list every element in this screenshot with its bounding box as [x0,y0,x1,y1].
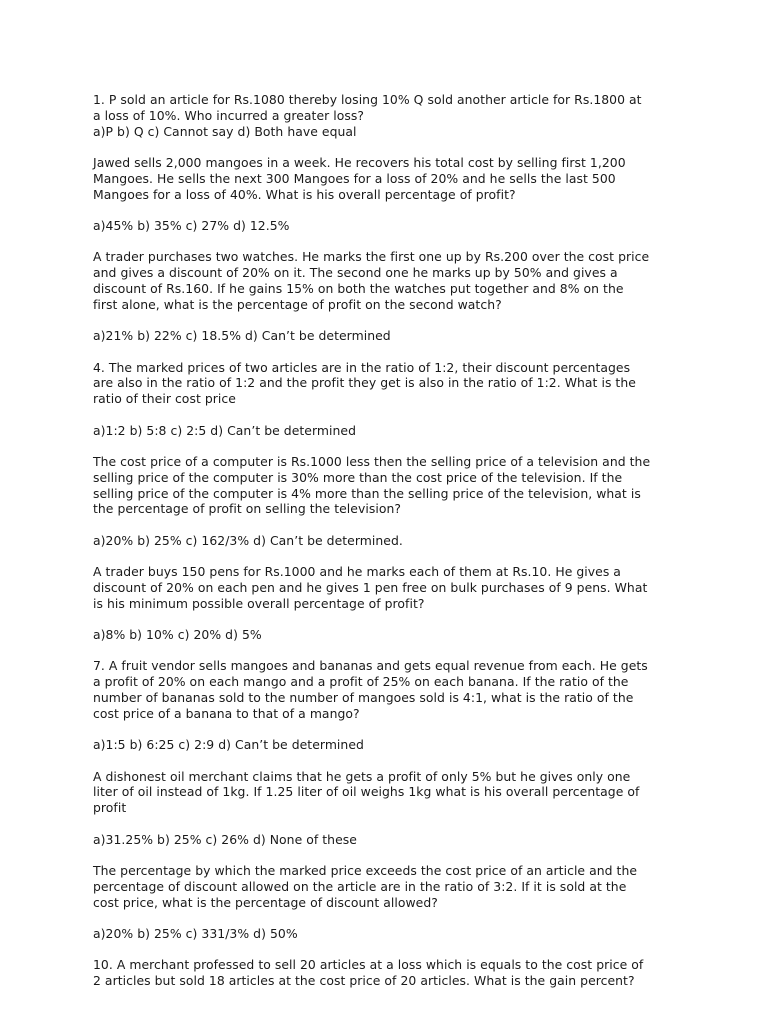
text-line: discount of 20% on each pen and he gives 1 pen free on bulk purchases of 9 pens. What [93,579,648,595]
paragraph-gap [93,753,683,769]
text-paragraph [93,769,683,816]
text-line: A trader buys 150 pens for Rs.1000 and he marks each of them at Rs.10. He gives a [93,564,621,580]
paragraph-gap [93,438,683,454]
text-line: selling price of the computer is 4% more than the selling price of the television, what is [93,485,641,501]
paragraph-gap [93,313,683,329]
paragraph-gap [93,202,683,218]
text-line: 1. P sold an article for Rs.1080 thereby losing 10% Q sold another article for Rs.1800 at [93,92,642,107]
paragraph-gap [93,234,683,250]
text-paragraph [93,92,683,139]
text-line: a)8% b) 10% c) 20% d) 5% [93,627,262,643]
text-line: Mangoes for a loss of 40%. What is his overall percentage of profit? [93,186,516,202]
text-line: Jawed sells 2,000 mangoes in a week. He recovers his total cost by selling first 1,200 [93,154,626,170]
text-paragraph [93,360,683,407]
text-line: profit [93,800,127,816]
text-line: a)31.25% b) 25% c) 26% d) None of these [93,831,357,847]
text-paragraph [93,454,683,517]
text-line: is his minimum possible overall percentage of profit? [93,595,425,611]
paragraph-gap [93,611,683,627]
text-line: a)P b) Q c) Cannot say d) Both have equal [93,123,357,139]
paragraph-gap [93,942,683,958]
text-paragraph [93,218,683,234]
text-line: a)20% b) 25% c) 162/3% d) Can’t be determined. [93,532,403,548]
text-paragraph [93,249,683,312]
text-paragraph [93,328,683,344]
text-line: 10. A merchant professed to sell 20 articles at a loss which is equals to the cost price of [93,957,644,973]
text-line: A trader purchases two watches. He marks the first one up by Rs.200 over the cost price [93,249,650,265]
text-paragraph [93,832,683,848]
text-paragraph [93,737,683,753]
text-paragraph [93,957,683,989]
text-line: a loss of 10%. Who incurred a greater loss? [93,107,365,123]
text-line: a profit of 20% on each mango and a profit of 25% on each banana. If the ratio of the [93,674,629,690]
text-paragraph [93,627,683,643]
text-paragraph [93,863,683,910]
text-line: selling price of the computer is 30% more than the cost price of the television. If the [93,469,623,485]
text-line: are also in the ratio of 1:2 and the profit they get is also in the ratio of 1:2. What is the [93,375,636,391]
text-line: a)21% b) 22% c) 18.5% d) Can’t be determined [93,328,391,344]
text-line: A dishonest oil merchant claims that he gets a profit of only 5% but he gives only one [93,768,631,784]
text-paragraph [93,423,683,439]
text-paragraph [93,155,683,202]
paragraph-gap [93,517,683,533]
text-line: Mangoes. He sells the next 300 Mangoes for a loss of 20% and he sells the last 500 [93,170,616,186]
text-line: 7. A fruit vendor sells mangoes and bananas and gets equal revenue from each. He gets [93,658,648,674]
text-line: liter of oil instead of 1kg. If 1.25 liter of oil weighs 1kg what is his overall percentage of [93,784,640,800]
text-line: cost price, what is the percentage of discount allowed? [93,894,438,910]
text-line: first alone, what is the percentage of profit on the second watch? [93,296,502,312]
text-line: cost price of a banana to that of a mango? [93,705,360,721]
text-paragraph [93,926,683,942]
paragraph-gap [93,344,683,360]
text-line: a)1:5 b) 6:25 c) 2:9 d) Can’t be determined [93,737,364,753]
paragraph-gap [93,816,683,832]
text-line: discount of Rs.160. If he gains 15% on both the watches put together and 8% on the [93,280,624,296]
paragraph-gap [93,643,683,659]
text-line: a)45% b) 35% c) 27% d) 12.5% [93,217,290,233]
text-paragraph [93,564,683,611]
text-line: a)20% b) 25% c) 331/3% d) 50% [93,925,298,941]
text-line: The percentage by which the marked price exceeds the cost price of an article and the [93,863,638,878]
paragraph-gap [93,910,683,926]
paragraph-gap [93,847,683,863]
text-line: 4. The marked prices of two articles are in the ratio of 1:2, their discount percentages [93,359,631,375]
text-paragraph [93,533,683,549]
paragraph-gap [93,548,683,564]
document-page [93,92,683,989]
text-line: 2 articles but sold 18 articles at the cost price of 20 articles. What is the gain percent? [93,973,635,989]
text-line: and gives a discount of 20% on it. The second one he marks up by 50% and gives a [93,265,618,281]
text-line: the percentage of profit on selling the television? [93,501,401,517]
text-line: The cost price of a computer is Rs.1000 less then the selling price of a television and the [93,453,651,469]
text-line: ratio of their cost price [93,391,236,407]
text-line: number of bananas sold to the number of mangoes sold is 4:1, what is the ratio of the [93,690,634,706]
text-line: a)1:2 b) 5:8 c) 2:5 d) Can’t be determined [93,422,356,438]
paragraph-gap [93,722,683,738]
paragraph-gap [93,139,683,155]
paragraph-gap [93,407,683,423]
text-paragraph [93,658,683,721]
text-line: percentage of discount allowed on the article are in the ratio of 3:2. If it is sold at the [93,878,627,894]
